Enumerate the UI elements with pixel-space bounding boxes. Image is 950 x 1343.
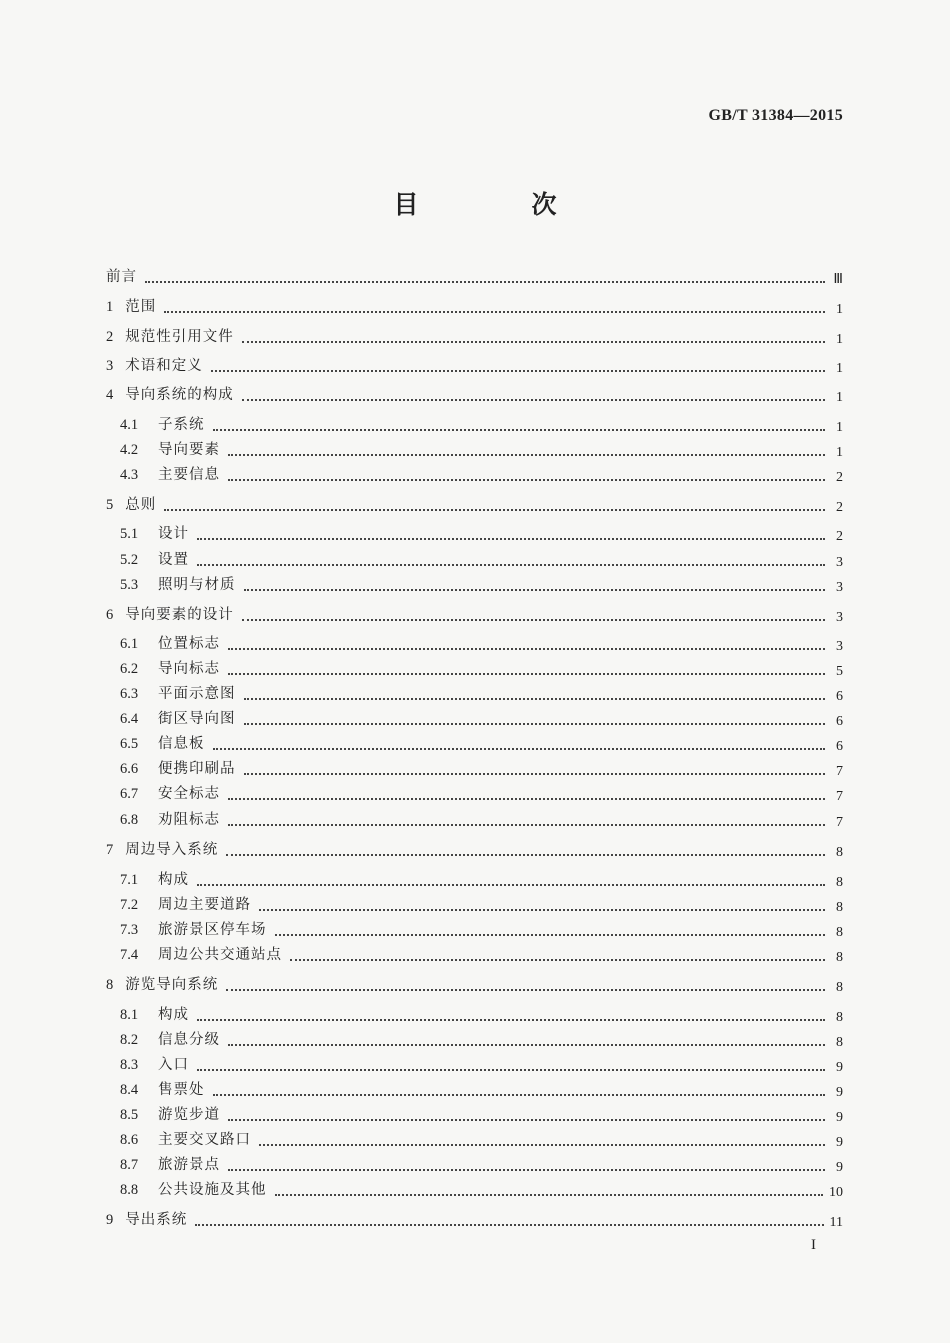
toc-section-number: 3: [106, 358, 114, 374]
toc-entry[interactable]: [106, 1206, 843, 1230]
toc-entry[interactable]: [120, 520, 843, 544]
toc-entry[interactable]: [120, 630, 843, 654]
toc-dot-leader: [226, 854, 825, 856]
toc-dot-leader: [228, 479, 825, 481]
toc-section-number: 5.2: [120, 552, 139, 568]
toc-section-title: 导向系统的构成: [125, 387, 234, 403]
toc-page-number: 8: [836, 950, 843, 965]
toc-section-title: 构成: [158, 1007, 189, 1023]
toc-entry[interactable]: [106, 263, 843, 287]
toc-dot-leader: [275, 1194, 824, 1196]
toc-entry[interactable]: [106, 323, 843, 347]
toc-section-number: 8.6: [120, 1132, 139, 1148]
toc-page-number: 9: [836, 1110, 843, 1125]
toc-section-title: 照明与材质: [158, 577, 236, 593]
toc-page-number: 5: [836, 664, 843, 679]
toc-dot-leader: [213, 748, 826, 750]
toc-section-title: 安全标志: [158, 786, 220, 802]
toc-section-title: 售票处: [158, 1082, 205, 1098]
toc-entry[interactable]: [120, 891, 843, 915]
toc-page-number: 1: [836, 420, 843, 435]
toc-section-number: 6.2: [120, 661, 139, 677]
toc-section-number: 8.2: [120, 1032, 139, 1048]
toc-page-number: 7: [836, 789, 843, 804]
toc-section-title: 位置标志: [158, 636, 220, 652]
toc-section-title: 主要信息: [158, 467, 220, 483]
toc-page-number: 7: [836, 815, 843, 830]
toc-entry[interactable]: [120, 680, 843, 704]
toc-entry[interactable]: [120, 411, 843, 435]
toc-dot-leader: [228, 1169, 825, 1171]
toc-page-number: 9: [836, 1160, 843, 1175]
toc-dot-leader: [197, 538, 825, 540]
toc-dot-leader: [197, 564, 825, 566]
toc-page-number: 9: [836, 1060, 843, 1075]
toc-page-number: 10: [829, 1185, 843, 1200]
toc-page-number: Ⅲ: [833, 272, 843, 287]
toc-page-number: 8: [836, 1035, 843, 1050]
toc-section-number: 9: [106, 1212, 114, 1228]
toc-section-title: 范围: [125, 299, 157, 315]
toc-section-title: 信息板: [158, 736, 205, 752]
toc-section-title: 导出系统: [125, 1212, 188, 1228]
toc-page-number: 3: [836, 555, 843, 570]
toc-dot-leader: [226, 989, 825, 991]
toc-section-title: 平面示意图: [158, 686, 236, 702]
toc-section-title: 入口: [158, 1057, 189, 1073]
toc-entry[interactable]: [106, 601, 843, 625]
toc-dot-leader: [228, 673, 825, 675]
toc-section-title: 构成: [158, 872, 189, 888]
toc-page-number: 8: [836, 1010, 843, 1025]
toc-section-number: 6.1: [120, 636, 139, 652]
toc-section-number: 6.4: [120, 711, 139, 727]
toc-page-number: 1: [836, 445, 843, 460]
toc-page-number: 2: [836, 470, 843, 485]
toc-entry[interactable]: [106, 491, 843, 515]
toc-page-number: 11: [829, 1215, 843, 1230]
toc-page-number: 2: [836, 529, 843, 544]
toc-section-title: 总则: [125, 497, 157, 513]
toc-section-title: 周边导入系统: [125, 842, 219, 858]
toc-section-title: 游览步道: [158, 1107, 220, 1123]
toc-section-number: 8.5: [120, 1107, 139, 1123]
toc-dot-leader: [213, 1094, 826, 1096]
toc-section-title: 周边主要道路: [158, 897, 251, 913]
toc-section-number: 7.2: [120, 897, 139, 913]
toc-entry[interactable]: [120, 916, 843, 940]
toc-entry[interactable]: [120, 546, 843, 570]
toc-section-title: 主要交叉路口: [158, 1132, 251, 1148]
toc-entry[interactable]: [106, 381, 843, 405]
toc-section-number: 4.1: [120, 417, 139, 433]
toc-page-number: 6: [836, 689, 843, 704]
toc-entry[interactable]: [120, 866, 843, 890]
toc-entry[interactable]: [120, 705, 843, 729]
toc-entry[interactable]: [120, 941, 843, 965]
toc-entry[interactable]: [120, 1001, 843, 1025]
toc-dot-leader: [275, 934, 826, 936]
toc-section-number: 6.8: [120, 812, 139, 828]
toc-section-title: 规范性引用文件: [125, 329, 234, 345]
toc-dot-leader: [259, 909, 825, 911]
toc-dot-leader: [145, 281, 825, 283]
toc-section-title: 导向要素: [158, 442, 220, 458]
toc-dot-leader: [164, 311, 825, 313]
toc-section-number: 6.7: [120, 786, 139, 802]
toc-section-title: 导向标志: [158, 661, 220, 677]
toc-section-title: 周边公共交通站点: [158, 947, 282, 963]
toc-dot-leader: [242, 399, 825, 401]
toc-dot-leader: [228, 648, 825, 650]
toc-entry[interactable]: [106, 971, 843, 995]
toc-page-number: 8: [836, 925, 843, 940]
toc-section-title: 信息分级: [158, 1032, 220, 1048]
toc-section-title: 公共设施及其他: [158, 1182, 267, 1198]
toc-dot-leader: [213, 429, 826, 431]
toc-section-number: 4.3: [120, 467, 139, 483]
toc-dot-leader: [290, 959, 825, 961]
standard-code: GB/T 31384—2015: [708, 107, 843, 124]
toc-dot-leader: [164, 509, 825, 511]
toc-dot-leader: [242, 619, 825, 621]
toc-entry[interactable]: [106, 293, 843, 317]
toc-page-number: 3: [836, 610, 843, 625]
toc-section-number: 7.3: [120, 922, 139, 938]
toc-page-number: 1: [836, 390, 843, 405]
page-number: I: [811, 1237, 816, 1253]
toc-section-number: 8.4: [120, 1082, 139, 1098]
toc-page-number: 9: [836, 1135, 843, 1150]
toc-entry[interactable]: [120, 436, 843, 460]
toc-entry[interactable]: [120, 571, 843, 595]
toc-dot-leader: [211, 370, 825, 372]
toc-section-number: 1: [106, 299, 114, 315]
toc-page-number: 8: [836, 980, 843, 995]
toc-entry[interactable]: [120, 806, 843, 830]
toc-section-title: 旅游景点: [158, 1157, 220, 1173]
toc-section-number: 6.6: [120, 761, 139, 777]
toc-page-number: 1: [836, 361, 843, 376]
toc-section-title: 旅游景区停车场: [158, 922, 267, 938]
toc-dot-leader: [228, 824, 825, 826]
toc-dot-leader: [228, 1119, 825, 1121]
toc-page-number: 3: [836, 580, 843, 595]
toc-entry[interactable]: [120, 780, 843, 804]
toc-dot-leader: [244, 773, 826, 775]
toc-entry[interactable]: [120, 755, 843, 779]
toc-section-number: 5: [106, 497, 114, 513]
toc-section-title: 导向要素的设计: [125, 607, 234, 623]
toc-section-number: 6.5: [120, 736, 139, 752]
toc-entry[interactable]: [120, 1101, 843, 1125]
toc-section-number: 7.1: [120, 872, 139, 888]
toc-section-number: 8.3: [120, 1057, 139, 1073]
toc-page-number: 6: [836, 714, 843, 729]
toc-page-number: 1: [836, 302, 843, 317]
toc-page-number: 1: [836, 332, 843, 347]
toc-page-number: 8: [836, 900, 843, 915]
toc-section-number: 6: [106, 607, 114, 623]
toc-dot-leader: [228, 798, 825, 800]
toc-section-number: 8.1: [120, 1007, 139, 1023]
toc-entry[interactable]: [120, 1051, 843, 1075]
toc-section-number: 8.7: [120, 1157, 139, 1173]
toc-section-title: 子系统: [158, 417, 205, 433]
toc-section-title: 前言: [106, 269, 137, 285]
toc-entry[interactable]: [120, 655, 843, 679]
toc-page-number: 7: [836, 764, 843, 779]
toc-section-number: 4: [106, 387, 114, 403]
toc-dot-leader: [244, 589, 826, 591]
toc-section-number: 7: [106, 842, 114, 858]
toc-section-title: 设置: [158, 552, 189, 568]
toc-entry[interactable]: [120, 1151, 843, 1175]
toc-page-number: 2: [836, 500, 843, 515]
toc-dot-leader: [228, 454, 825, 456]
toc-section-number: 7.4: [120, 947, 139, 963]
page-title: 目 次: [393, 190, 601, 219]
toc-section-number: 6.3: [120, 686, 139, 702]
toc-page-number: 8: [836, 875, 843, 890]
toc-section-number: 8.8: [120, 1182, 139, 1198]
toc-dot-leader: [242, 341, 825, 343]
toc-section-title: 便携印刷品: [158, 761, 236, 777]
toc-entry[interactable]: [120, 1076, 843, 1100]
toc-entry[interactable]: [120, 461, 843, 485]
toc-page-number: 6: [836, 739, 843, 754]
toc-section-number: 5.1: [120, 526, 139, 542]
toc-page-number: 8: [836, 845, 843, 860]
toc-section-title: 设计: [158, 526, 189, 542]
toc-entry[interactable]: [106, 352, 843, 376]
toc-dot-leader: [259, 1144, 825, 1146]
toc-entry[interactable]: [106, 836, 843, 860]
toc-page-number: 3: [836, 639, 843, 654]
toc-dot-leader: [244, 698, 826, 700]
toc-section-number: 4.2: [120, 442, 139, 458]
toc-entry[interactable]: [120, 1176, 843, 1200]
toc-page-number: 9: [836, 1085, 843, 1100]
toc-dot-leader: [197, 884, 825, 886]
toc-entry[interactable]: [120, 1126, 843, 1150]
toc-dot-leader: [197, 1019, 825, 1021]
toc-section-title: 术语和定义: [125, 358, 203, 374]
toc-entry[interactable]: [120, 730, 843, 754]
toc-section-number: 8: [106, 977, 114, 993]
toc-section-title: 游览导向系统: [125, 977, 219, 993]
toc-dot-leader: [195, 1224, 823, 1226]
toc-dot-leader: [197, 1069, 825, 1071]
toc-dot-leader: [244, 723, 826, 725]
toc-section-title: 劝阻标志: [158, 812, 220, 828]
toc-entry[interactable]: [120, 1026, 843, 1050]
toc-section-number: 5.3: [120, 577, 139, 593]
toc-dot-leader: [228, 1044, 825, 1046]
toc-section-number: 2: [106, 329, 114, 345]
toc-section-title: 街区导向图: [158, 711, 236, 727]
